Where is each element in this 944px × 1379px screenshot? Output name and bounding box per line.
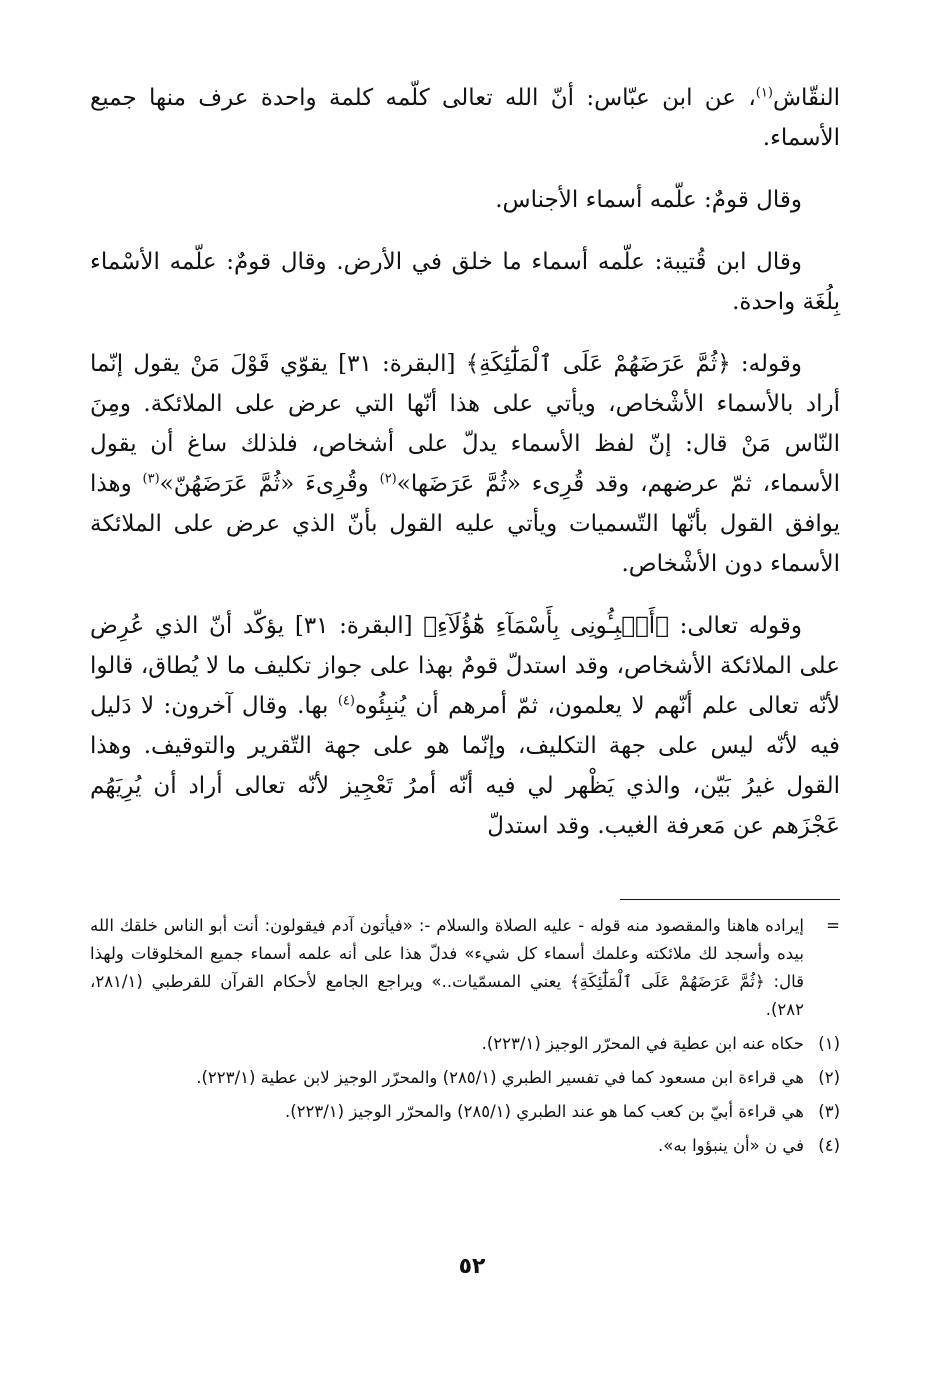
footnote-separator [620,899,840,900]
main-text [90,78,840,868]
footnote-text: هي قراءة أبيّ بن كعب كما هو عند الطبري (٢٨٥/١) والمحرّر الوجيز (٢٢٣/١). [284,1102,804,1121]
paragraph-4-text-start: وقوله: ﴿ثُمَّ عَرَضَهُمْ عَلَى ٱلْمَلَٰٓئِكَةِ﴾ [البقرة: ٣١] يقوّي قَوْلَ مَنْ يقول إنّما أراد بالأسماء الأشْخاص، ويأتي على هذا أنّها التي عرض على الملائكة. ومِنَ النّاس مَنْ قال: إنّ لفظ الأسماء يدلّ على أشخاص، فلذلك ساغ أن يقول الأسماء، ثمّ عرضهم، وقد قُرِىء «ثُمَّ عَرَضَها» [90,351,840,497]
paragraph-4-text-middle: وقُرِىءَ «ثُمَّ عَرَضَهُنّ» [159,471,380,497]
footnote-2 [90,1064,840,1092]
footnote-marker: (٤) [818,1136,840,1155]
footnote-text: في ن «أن ينبؤوا به». [658,1136,804,1155]
paragraph-1-text-start: النقّاش [772,85,840,111]
footnote-text: هي قراءة ابن مسعود كما في تفسير الطبري (٢٨٥/١) والمحرّر الوجيز لابن عطية (٢٢٣/١). [196,1068,804,1087]
paragraph-1 [90,78,840,158]
page-number: ٥٢ [458,1254,486,1279]
paragraph-3: وقال ابن قُتيبة: علّمه أسماء ما خلق في الأرض. وقال قومٌ: علّمه الأسْماء بِلُغَة واحدة. [90,249,840,315]
footnote-4 [90,1132,840,1160]
paragraph-5-text-start: وقوله تعالى: ﴿أَنۢبِـُٔونِى بِأَسْمَآءِ هَٰٓؤُلَآءِ﴾ [البقرة: ٣١] يؤكّد أنّ الذي عُرِض على الملائكة الأشخاص، وقد استدلّ قومٌ بهذا على جواز تكليف ما لا يُطاق، قالوا لأنّه تعالى علم أنّهم لا يعلمون، ثمّ أمرهم أن يُنبِئُوه [90,613,840,719]
footnote-marker: (١) [818,1034,840,1053]
footnote-ref-3: (٣) [142,471,160,487]
paragraph-4-text-end: وهذا يوافق القول بأنّها التّسميات ويأتي عليه القول بأنّ الذي عرض على الملائكة الأسماء دون الأشْخاص. [90,471,840,577]
paragraph-5-text-end: بها. وقال آخرون: لا دَليل فيه لأنّه ليس على جهة التكليف، وإنّما هو على جهة التّقرير والتوقيف. وهذا القول غيرُ بَيّن، والذي يَظْهر لي فيه أنّه أمرُ تَعْجِيز لأنّه تعالى أراد أن يُرِيَهُم عَجْزَهم عن مَعرفة الغيب. وقد استدلّ [90,693,840,839]
footnote-marker: (٢) [818,1068,840,1087]
footnote-text: حكاه عنه ابن عطية في المحرّر الوجيز (٢٢٣/١). [481,1034,804,1053]
paragraph-2: وقال قومٌ: علّمه أسماء الأجناس. [495,187,802,213]
footnote-marker: (٣) [818,1102,840,1121]
footnote-ref-2: (٢) [379,471,397,487]
paragraph-5 [90,606,840,846]
paragraph-1-text-end: ، عن ابن عبّاس: أنّ الله تعالى كلّمه كلمة واحدة عرف منها جميع الأسماء. [90,85,840,151]
footnote-3 [90,1098,840,1126]
footnote-ref-4: (٤) [337,693,355,709]
footnote-marker: = [826,916,840,935]
footnote-continued [90,912,840,1024]
paragraph-4 [90,344,840,584]
footnotes [90,912,840,1166]
footnote-1 [90,1030,840,1058]
footnote-text: إيراده هاهنا والمقصود منه قوله - عليه الصلاة والسلام -: «فيأتون آدم فيقولون: أنت أبو الناس خلقك الله بيده وأسجد لك ملائكته وعلمك أسماء كل شيء» فدلّ هذا على أنه علمه أسماء جميع المخلوقات ولهذا قال: ﴿ثُمَّ عَرَضَهُمْ عَلَى ٱلْمَلَٰٓئِكَةِ﴾ يعني المسمّيات..» ويراجع الجامع لأحكام القرآن للقرطبي (٢٨١/١، ٢٨٢). [90,916,804,1019]
footnote-ref-1: (١) [755,85,773,101]
